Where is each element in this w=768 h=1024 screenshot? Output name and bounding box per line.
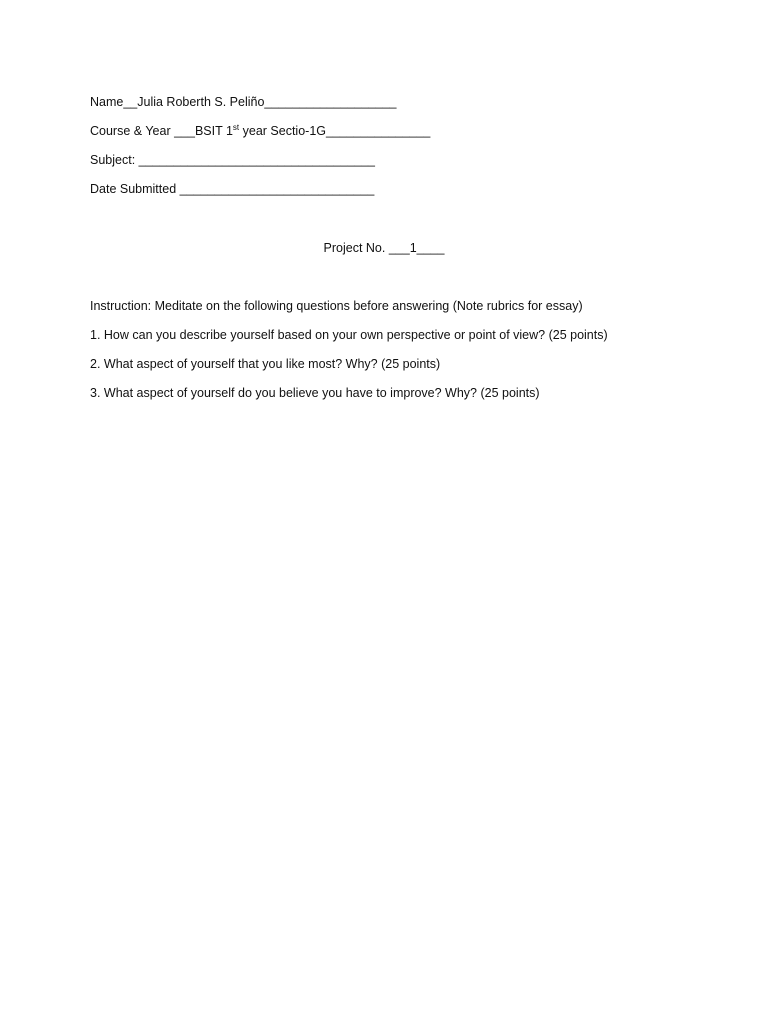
course-year-prefix: Course & Year ___BSIT 1 <box>90 124 233 138</box>
question-2: 2. What aspect of yourself that you like most? Why? (25 points) <box>90 357 441 371</box>
question-1: 1. How can you describe yourself based on your own perspective or point of view? (25 points) <box>90 328 608 342</box>
course-year-line <box>90 123 430 139</box>
name-line: Name__Julia Roberth S. Peliño___________________ <box>90 95 397 109</box>
course-year-suffix: year Sectio-1G_______________ <box>239 124 431 138</box>
date-submitted-line: Date Submitted ____________________________ <box>90 182 375 196</box>
course-year-superscript: st <box>232 122 240 132</box>
question-3: 3. What aspect of yourself do you believe you have to improve? Why? (25 points) <box>90 386 540 400</box>
subject-line: Subject: __________________________________ <box>90 153 376 167</box>
instruction-text: Instruction: Meditate on the following questions before answering (Note rubrics for essay) <box>90 299 583 313</box>
project-number-title: Project No. ___1____ <box>323 241 445 255</box>
